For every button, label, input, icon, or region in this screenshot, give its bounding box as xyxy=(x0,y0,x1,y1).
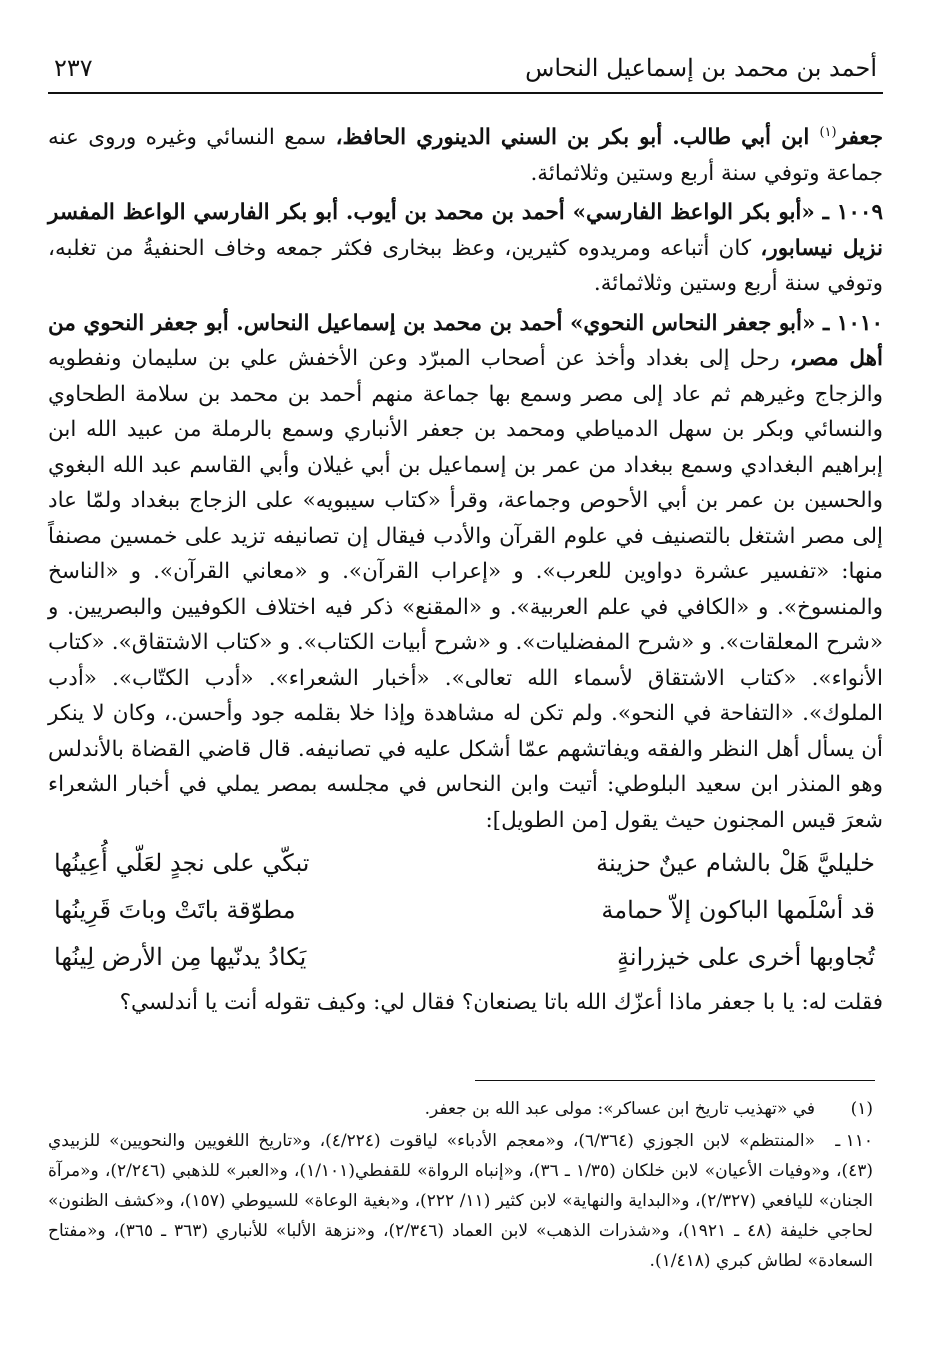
footnote-text: في «تهذيب تاريخ ابن عساكر»: مولى عبد الله بن جعفر. xyxy=(424,1099,815,1119)
main-text xyxy=(48,120,883,1021)
running-title: أحمد بن محمد بن إسماعيل النحاس xyxy=(525,54,877,82)
footnote-label: ١١٠ ـ xyxy=(835,1131,874,1151)
intro-rest: سمع النسائي وغيره وروى عنه جماعة وتوفي سنة أربع وستين وثلاثمائة. xyxy=(48,125,883,186)
poem-hemistich-right: قد أسْلَمها الباكون إلاّ حمامة xyxy=(601,896,875,924)
intro-bold: ابن أبي طالب. أبو بكر بن السني الدينوري الحافظ، xyxy=(335,125,820,150)
footnote-marker: (١) xyxy=(819,124,837,140)
entry-1009 xyxy=(48,195,883,302)
entry-1009-text: كان أتباعه ومريدوه كثيرين، وعظ ببخارى فكثر جمعه وخاف الحنفيةُ من تغلبه، وتوفي سنة أربع وستين وثلاثمائة. xyxy=(48,235,883,296)
footnote xyxy=(48,1126,873,1276)
poem-verse xyxy=(48,934,883,981)
intro-lead: جعفر xyxy=(836,125,883,150)
entry-1010 xyxy=(48,306,883,839)
footnote xyxy=(48,1094,873,1124)
poem-hemistich-right: خليليَّ هَلْ بالشام عينٌ حزينة xyxy=(596,849,875,877)
page-header xyxy=(48,48,883,94)
page-number: ٢٣٧ xyxy=(54,54,93,82)
entry-1010-heading: ١٠١٠ ـ «أبو جعفر النحاس النحوي» أحمد بن محمد بن إسماعيل النحاس. أبو جعفر النحوي من أهل مصر، xyxy=(48,310,883,371)
footnote-label: (١) xyxy=(850,1099,873,1119)
footnote-divider xyxy=(475,1080,875,1081)
final-line: فقلت له: يا با جعفر ماذا أعزّك الله باتا يصنعان؟ فقال لي: وكيف تقوله أنت يا أندلسي؟ xyxy=(119,990,883,1015)
footnote-text: «المنتظم» لابن الجوزي (٦/٣٦٤)، و«معجم الأدباء» لياقوت (٤/٢٢٤)، و«تاريخ اللغويين والنحويين» للزبيدي (٤٣)، و«وفيات الأعيان» لابن خلكان (١/٣٥ ـ ٣٦)، و«إنباه الرواة» للقفطي(١/١٠١)، و«العبر» للذهبي (٢/٢٤٦)، و«مرآة الجنان» لليافعي (٢/٣٢٧)، و«البداية والنهاية» لابن كثير (١١/ ٢٢٢)، و«بغية الوعاة» للسيوطي (١٥٧)، و«كشف الظنون» لحاجي خليفة (٤٨ ـ ١٩٢١)، و«شذرات الذهب» لابن العماد (٢/٣٤٦)، و«نزهة الألبا» للأنباري (٣٦٣ ـ ٣٦٥)، و«مفتاح السعادة» لطاش كبري (١/٤١٨). xyxy=(48,1131,874,1271)
intro-paragraph xyxy=(48,120,883,191)
entry-1010-text: رحل إلى بغداد وأخذ عن أصحاب المبرّد وعن الأخفش علي بن سليمان ونفطويه والزجاج وغيرهم ثم عاد إلى مصر وسمع بها جماعة منهم أحمد بن محمد بن سلامة الطحاوي والنسائي وبكر بن سهل الدمياطي ومحمد بن جعفر الأنباري وسمع بالرملة من عبيد الله ابن إبراهيم البغدادي وسمع ببغداد من عمر بن إسماعيل بن أبي غيلان وأبي القاسم عبد الله البغوي والحسين بن عمر بن أبي الأحوص وجماعة، وقرأ «كتاب سيبويه» على الزجاج ببغداد ولمّا عاد إلى مصر اشتغل بالتصنيف في علوم القرآن والأدب فيقال إن تصانيفه تزيد على خمسين مصنفاً منها: «تفسير عشرة دواوين للعرب». و «إعراب القرآن». و «معاني القرآن». و «الناسخ والمنسوخ». و «الكافي في علم العربية». و «المقنع» ذكر فيه اختلاف الكوفيين والبصريين. و «شرح المعلقات». و «شرح المفضليات». و «شرح أبيات الكتاب». و «كتاب الاشتقاق». «كتاب الأنواء». «كتاب الاشتقاق لأسماء الله تعالى». «أخبار الشعراء». «أدب الكتّاب». «أدب الملوك». «التفاحة في النحو». ولم تكن له مشاهدة وإذا خلا بقلمه جود وأحسن.، وكان لا ينكر أن يسأل أهل النظر والفقه ويفاتشهم عمّا أشكل عليه في تصانيفه. قال قاضي القضاة بالأندلس وهو المنذر ابن سعيد البلوطي: أتيت وابن النحاس في مجلسه بمصر يملي في أخبار الشعراء شعرَ قيس المجنون حيث يقول [من الطويل]: xyxy=(48,346,883,833)
entry-1009-heading: ١٠٠٩ ـ «أبو بكر الواعظ الفارسي» أحمد بن محمد بن أيوب. أبو بكر الفارسي الواعظ المفسر نزيل نيسابور، xyxy=(48,200,883,261)
poem-hemistich-left: تبكّي على نجدٍ لعَلّي أُعِينُها xyxy=(54,849,310,877)
poem-verse xyxy=(48,887,883,934)
poem-hemistich-left: يَكادُ يدنّيها مِن الأرض لِينُها xyxy=(54,943,307,971)
poem-hemistich-right: تُجاوبها أخرى على خيزرانةٍ xyxy=(617,943,875,971)
poem xyxy=(48,840,883,981)
poem-verse xyxy=(48,840,883,887)
poem-hemistich-left: مطوّقة باتَتْ وباتَ قَرِينُها xyxy=(54,896,296,924)
